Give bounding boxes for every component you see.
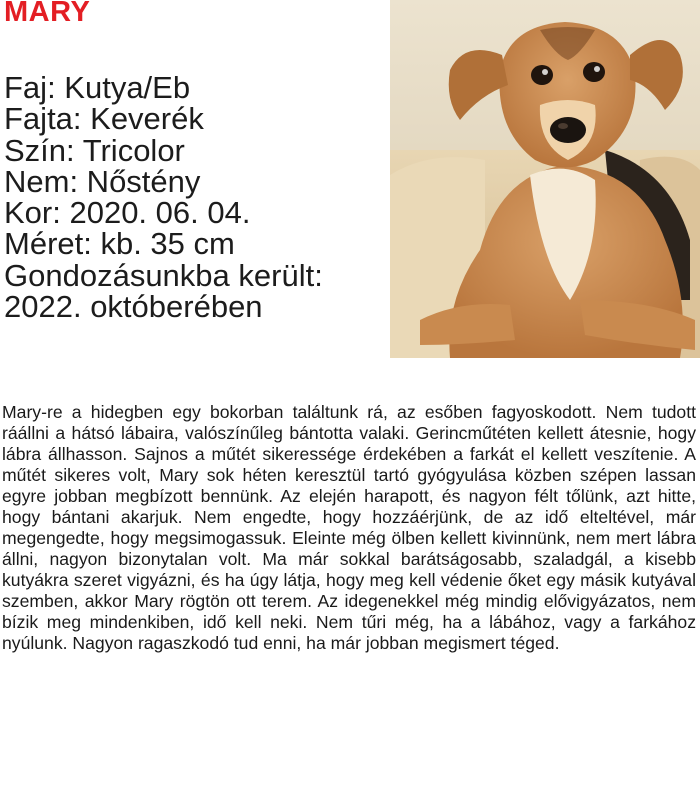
fact-species: Faj: Kutya/Eb: [4, 70, 191, 105]
fact-breed: Fajta: Keverék: [4, 101, 204, 137]
fact-size: Méret: kb. 35 cm: [4, 226, 235, 262]
pet-name: MARY: [4, 0, 91, 28]
fact-intake-label: Gondozásunkba került:: [4, 257, 323, 293]
dog-photo-icon: [390, 0, 700, 358]
fact-sex: Nem: Nőstény: [4, 163, 201, 199]
fact-intake-date: 2022. októberében: [4, 289, 263, 325]
dog-photo: [390, 0, 700, 358]
fact-age: Kor: 2020. 06. 04.: [4, 195, 251, 231]
fact-color: Szín: Tricolor: [4, 132, 185, 168]
pet-facts: [4, 70, 323, 325]
pet-story: Mary-re a hidegben egy bokorban találtunk rá, az esőben fagyoskodott. Nem tudott ráállni a hátsó lábaira, valószínűleg bántotta valaki. Gerincműtéten kellett átesnie, hogy lábra állhasson. Sajnos a műtét sikeressége érdekében a farkát el kellett veszítenie. A műtét sikeres volt, Mary sok héten keresztül tartó gyógyulása közben szépen lassan egyre jobban megbízott bennünk. Az elején harapott, és nagyon félt tőlünk, azt hitte, hogy bántani akarjuk. Nem engedte, hogy hozzáérjünk, de az idő elteltével, már megengedte, hogy megsimogassuk. Eleinte még ölben kellett kivinnünk, nem mert lábra állni, nagyon bizonytalan volt. Ma már sokkal barátságosabb, szaladgál, a kisebb kutyákra szeret vigyázni, és ha úgy látja, hogy meg kell védenie őket egy másik kutyával szemben, akkor Mary rögtön ott terem. Az idegenekkel még mindig elővigyázatos, nem bízik meg mindenkiben, idő kell neki. Nem tűri még, ha a lábához, vagy a farkához nyúlunk. Nagyon ragaszkodó tud enni, ha már jobban megismert téged.: [2, 402, 696, 653]
